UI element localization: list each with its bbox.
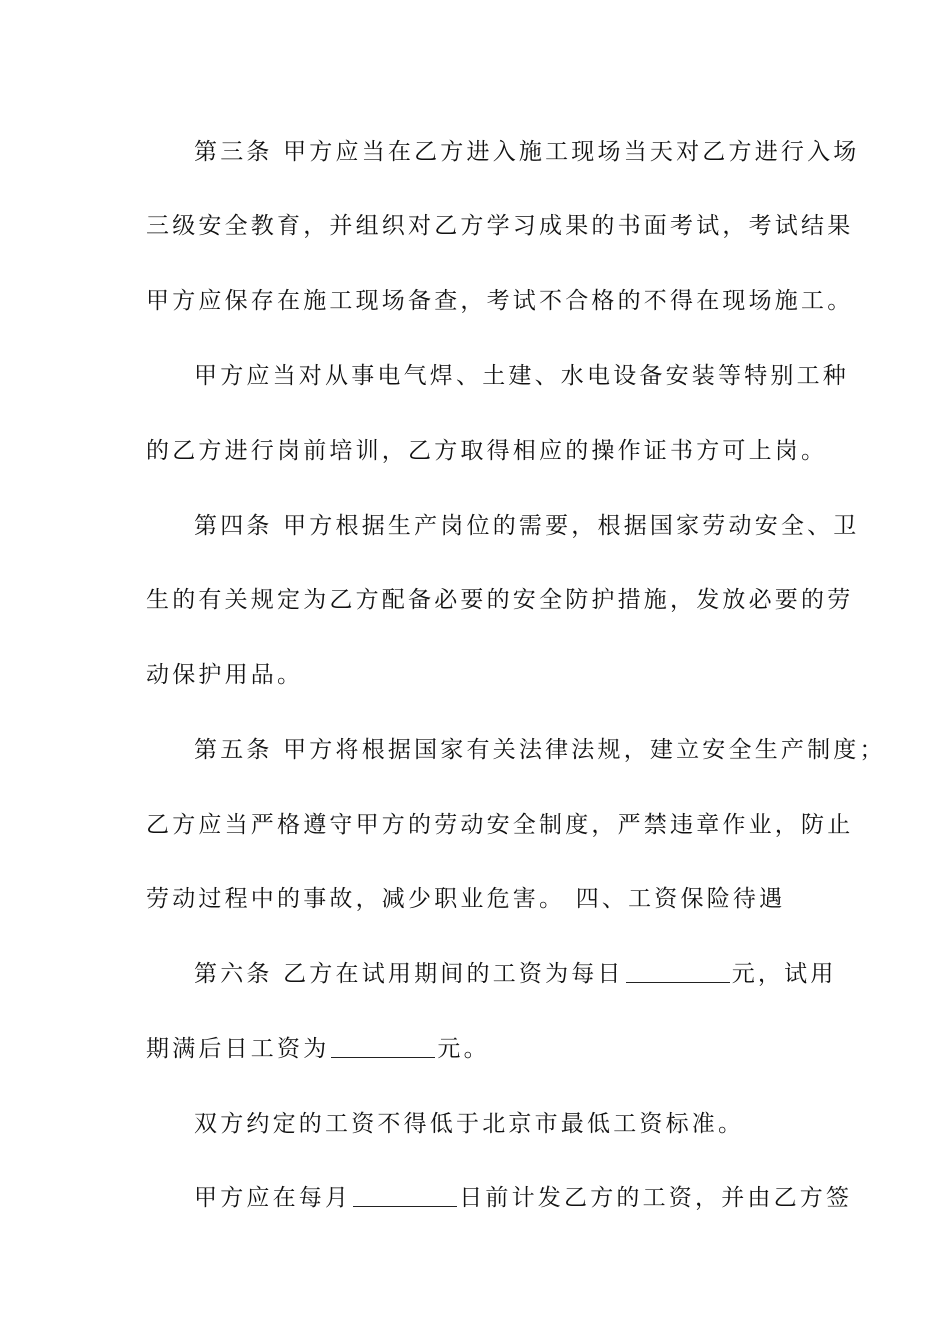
daily-wage-trial-blank[interactable] [626, 960, 730, 983]
article-6-line-1-post: 元，试用 [731, 961, 837, 987]
payday-line [194, 1181, 853, 1215]
article-5-line-2: 乙方应当严格遵守甲方的劳动安全制度，严禁违章作业，防止 [146, 812, 854, 838]
article-4-line-2: 生的有关规定为乙方配备必要的安全防护措施，发放必要的劳 [146, 587, 854, 613]
article-3-line-1: 第三条 甲方应当在乙方进入施工现场当天对乙方进行入场 [194, 139, 860, 165]
article-6-line-1-pre: 第六条 乙方在试用期间的工资为每日 [194, 961, 624, 987]
special-training-line-1: 甲方应当对从事电气焊、土建、水电设备安装等特别工种 [194, 363, 849, 389]
payday-date-blank[interactable] [353, 1184, 457, 1207]
article-4-line-3: 动保护用品。 [146, 662, 304, 688]
article-5-line-1: 第五条 甲方将根据国家有关法律法规，建立安全生产制度； [194, 737, 886, 763]
article-6-line-2-pre: 期满后日工资为 [146, 1036, 330, 1062]
article-5-line-3: 劳动过程中的事故，减少职业危害。 四、工资保险待遇 [146, 886, 786, 912]
article-6-line-2-post: 元。 [437, 1036, 490, 1062]
article-6-line-1 [194, 957, 837, 991]
minimum-wage-line: 双方约定的工资不得低于北京市最低工资标准。 [194, 1111, 745, 1137]
article-3-line-3: 甲方应保存在施工现场备查，考试不合格的不得在现场施工。 [146, 288, 854, 314]
article-3-line-2: 三级安全教育，并组织对乙方学习成果的书面考试，考试结果 [146, 213, 854, 239]
daily-wage-after-trial-blank[interactable] [331, 1035, 435, 1058]
article-6-line-2 [146, 1032, 816, 1066]
article-4-line-1: 第四条 甲方根据生产岗位的需要，根据国家劳动安全、卫 [194, 513, 860, 539]
payday-line-pre: 甲方应在每月 [194, 1185, 352, 1211]
special-training-line-2: 的乙方进行岗前培训，乙方取得相应的操作证书方可上岗。 [146, 438, 828, 464]
payday-line-post: 日前计发乙方的工资，并由乙方签 [459, 1185, 853, 1211]
